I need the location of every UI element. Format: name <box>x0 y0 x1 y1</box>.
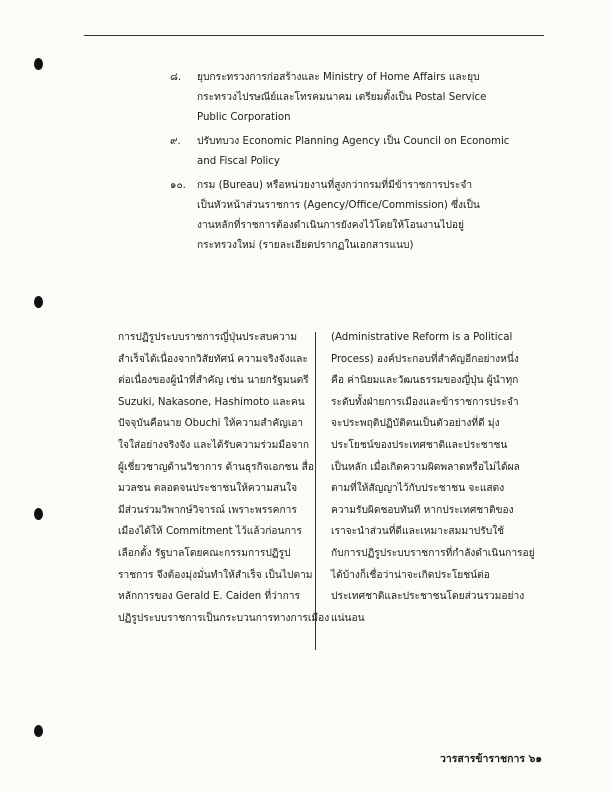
body-line: หลักการของ Gerald E. Caiden ที่ว่าการ <box>118 591 300 603</box>
list-item <box>170 176 551 256</box>
list-item-line: ยุบกระทรวงการก่อสร้างและ Ministry of Home Affairs และยุบ <box>197 72 480 83</box>
binder-hole-top <box>34 58 43 70</box>
body-line: ผู้เชี่ยวชาญด้านวิชาการ ด้านธุรกิจเอกชน สื่อ <box>118 461 314 473</box>
binder-hole-middle-bottom <box>34 508 43 520</box>
body-line: สำเร็จได้เนื่องจากวิสัยทัศน์ ความจริงจังและ <box>118 353 308 365</box>
body-line: เมืองได้ให้ Commitment ไว้แล้วก่อนการ <box>118 526 302 538</box>
binder-hole-bottom <box>34 725 43 737</box>
list-item-line: Public Corporation <box>197 112 291 123</box>
list-item-number: ๘. <box>170 72 182 83</box>
list-item-line: ปรับทบวง Economic Planning Agency เป็น Council on Economic <box>197 136 510 147</box>
page-footer: วารสารข้าราชการ ๖๑ <box>440 753 542 765</box>
body-line: ประเทศชาติและประชาชนโดยส่วนรวมอย่าง <box>331 591 525 603</box>
list-item-line: กระทรวงไปรษณีย์และโทรคมนาคม เตรียมตั้งเป็น Postal Service <box>197 92 487 103</box>
header-rule <box>84 35 544 36</box>
list-item-number: ๑๐. <box>170 180 186 191</box>
numbered-list <box>170 68 551 260</box>
list-item-number: ๙. <box>170 136 181 147</box>
body-line: ความรับผิดชอบทันที หากประเทศชาติของ <box>331 504 514 516</box>
list-item-line: กระทรวงใหม่ (รายละเอียดปรากฏในเอกสารแนบ) <box>197 240 414 251</box>
column-divider <box>315 332 316 650</box>
body-line: ปฏิรูประบบราชการเป็นกระบวนการทางการเมือง <box>118 612 330 624</box>
body-line: ต่อเนื่องของผู้นำที่สำคัญ เช่น นายกรัฐมนตรี <box>118 375 309 387</box>
list-item-line: เป็นหัวหน้าส่วนราชการ (Agency/Office/Commission) ซึ่งเป็น <box>197 200 480 211</box>
left-column <box>118 327 330 629</box>
body-line: Suzuki, Nakasone, Hashimoto และคน <box>118 396 305 408</box>
body-line: มวลชน ตลอดจนประชาชนให้ความสนใจ <box>118 483 298 495</box>
body-line: ตามที่ให้สัญญาไว้กับประชาชน จะแสดง <box>331 483 505 495</box>
right-column <box>331 327 535 629</box>
body-line: ใจใส่อย่างจริงจัง และได้รับความร่วมมือจาก <box>118 439 310 451</box>
body-line: เป็นหลัก เมื่อเกิดความผิดพลาดหรือไม่ได้ผล <box>331 461 520 473</box>
body-line: ราชการ จึงต้องมุ่งมั่นทำให้สำเร็จ เป็นไปตาม <box>118 569 313 581</box>
list-item <box>170 132 551 172</box>
list-item-line: and Fiscal Policy <box>197 156 280 167</box>
body-line: คือ ค่านิยมและวัฒนธรรมของญี่ปุ่น ผู้นำทุก <box>331 375 519 387</box>
body-line: ระดับทั้งฝ่ายการเมืองและข้าราชการประจำ <box>331 396 519 408</box>
body-line: ปัจจุบันคือนาย Obuchi ให้ความสำคัญเอา <box>118 418 304 430</box>
body-line: ประโยชน์ของประเทศชาติและประชาชน <box>331 439 508 451</box>
body-line: การปฏิรูประบบราชการญี่ปุ่นประสบความ <box>118 332 298 343</box>
body-line: จะประพฤติปฏิบัติตนเป็นตัวอย่างที่ดี มุ่ง <box>331 418 500 430</box>
list-item-line: กรม (Bureau) หรือหน่วยงานที่สูงกว่ากรมที่มีข้าราชการประจำ <box>197 180 473 191</box>
body-line: เราจะนำส่วนที่ดีและเหมาะสมมาปรับใช้ <box>331 526 505 538</box>
body-line: Process) องค์ประกอบที่สำคัญอีกอย่างหนึ่ง <box>331 353 519 365</box>
binder-hole-middle-top <box>34 296 43 308</box>
list-item <box>170 68 551 128</box>
body-line: มีส่วนร่วมวิพากษ์วิจารณ์ เพราะพรรคการ <box>118 504 297 516</box>
body-line: (Administrative Reform is a Political <box>331 332 513 343</box>
body-line: ได้บ้างก็เชื่อว่าน่าจะเกิดประโยชน์ต่อ <box>331 569 490 581</box>
body-line: แน่นอน <box>331 612 365 624</box>
body-line: เลือกตั้ง รัฐบาลโดยคณะกรรมการปฏิรูป <box>118 547 291 559</box>
body-line: กับการปฏิรูประบบราชการที่กำลังดำเนินการอยู่ <box>331 547 535 559</box>
list-item-line: งานหลักที่ราชการต้องดำเนินการยังคงไว้โดยให้โอนงานไปอยู่ <box>197 220 464 231</box>
